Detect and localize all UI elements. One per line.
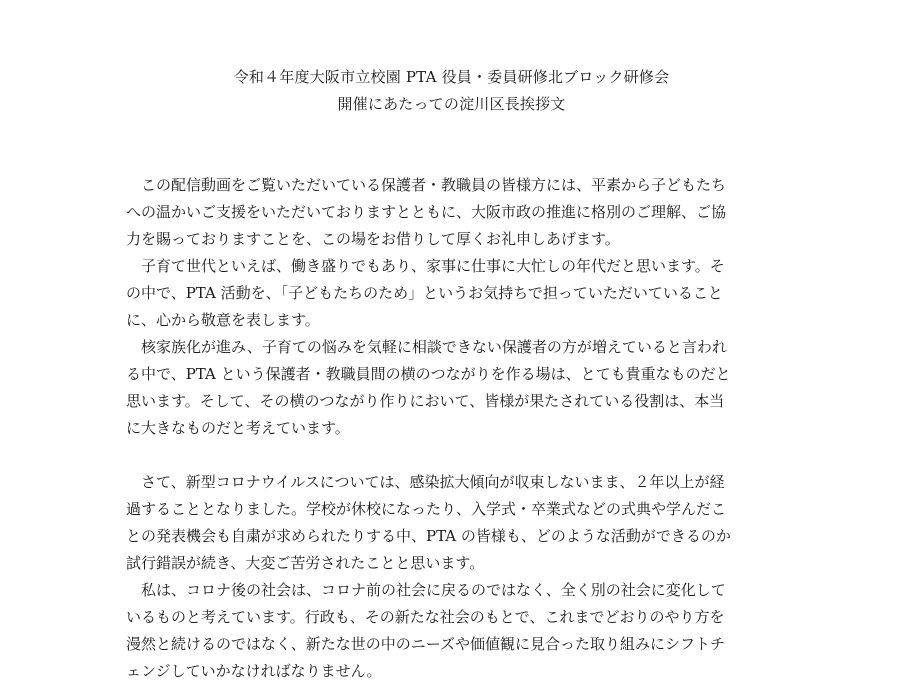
paragraph-line: に、心から敬意を表します。 bbox=[126, 311, 320, 329]
document-title bbox=[0, 64, 903, 118]
paragraph-line: への温かいご支援をいただいておりますとともに、大阪市政の推進に格別のご理解、ご協 bbox=[126, 203, 727, 221]
title-line-1: 令和４年度大阪市立校園 PTA 役員・委員研修北ブロック研修会 bbox=[233, 68, 670, 86]
paragraph-line: る中で、PTA という保護者・教職員間の横のつながりを作る場は、とても貴重なものだと bbox=[126, 365, 731, 383]
paragraph-line: 思います。そして、その横のつながり作りにおいて、皆様が果たされている役割は、本当 bbox=[126, 392, 725, 410]
paragraph-gap bbox=[126, 442, 786, 469]
paragraph-line: 力を賜っておりますことを、この場をお借りして厚くお礼申しあげます。 bbox=[126, 230, 620, 248]
paragraph-line: 漫然と続けるのではなく、新たな世の中のニーズや価値観に見合った取り組みにシフトチ bbox=[126, 635, 725, 653]
paragraph-line: の中で、PTA 活動を、「子どもたちのため」というお気持ちで担っていただいていること bbox=[126, 284, 723, 302]
paragraph-line: さて、新型コロナウイルスについては、感染拡大傾向が収束しないまま、２年以上が経 bbox=[126, 473, 725, 491]
paragraph-2 bbox=[126, 253, 786, 334]
paragraph-line: 過することとなりました。学校が休校になったり、入学式・卒業式などの式典や学んだこ bbox=[126, 500, 727, 518]
paragraph-line: に大きなものだと考えています。 bbox=[126, 419, 350, 437]
paragraph-4 bbox=[126, 469, 786, 577]
paragraph-line: 私は、コロナ後の社会は、コロナ前の社会に戻るのではなく、全く別の社会に変化して bbox=[126, 581, 726, 599]
title-line-2: 開催にあたっての淀川区長挨拶文 bbox=[337, 95, 566, 113]
paragraph-line: との発表機会も自粛が求められたりする中、PTA の皆様も、どのような活動ができるのか bbox=[126, 527, 731, 545]
paragraph-line: いるものと考えています。行政も、その新たな社会のもとで、これまでどおりのやり方を bbox=[126, 608, 725, 626]
paragraph-line: この配信動画をご覧いただいている保護者・教職員の皆様方には、平素から子どもたち bbox=[126, 176, 727, 194]
paragraph-1 bbox=[126, 172, 786, 253]
paragraph-line: 子育て世代といえば、働き盛りでもあり、家事に仕事に大忙しの年代だと思います。そ bbox=[126, 257, 725, 275]
document-body bbox=[126, 172, 786, 685]
paragraph-line: 核家族化が進み、子育ての悩みを気軽に相談できない保護者の方が増えていると言われ bbox=[126, 338, 727, 356]
paragraph-line: 試行錯誤が続き、大変ご苦労されたことと思います。 bbox=[126, 554, 485, 572]
paragraph-line: ェンジしていかなければなりません。 bbox=[126, 662, 382, 680]
paragraph-3 bbox=[126, 334, 786, 442]
paragraph-5 bbox=[126, 577, 786, 685]
